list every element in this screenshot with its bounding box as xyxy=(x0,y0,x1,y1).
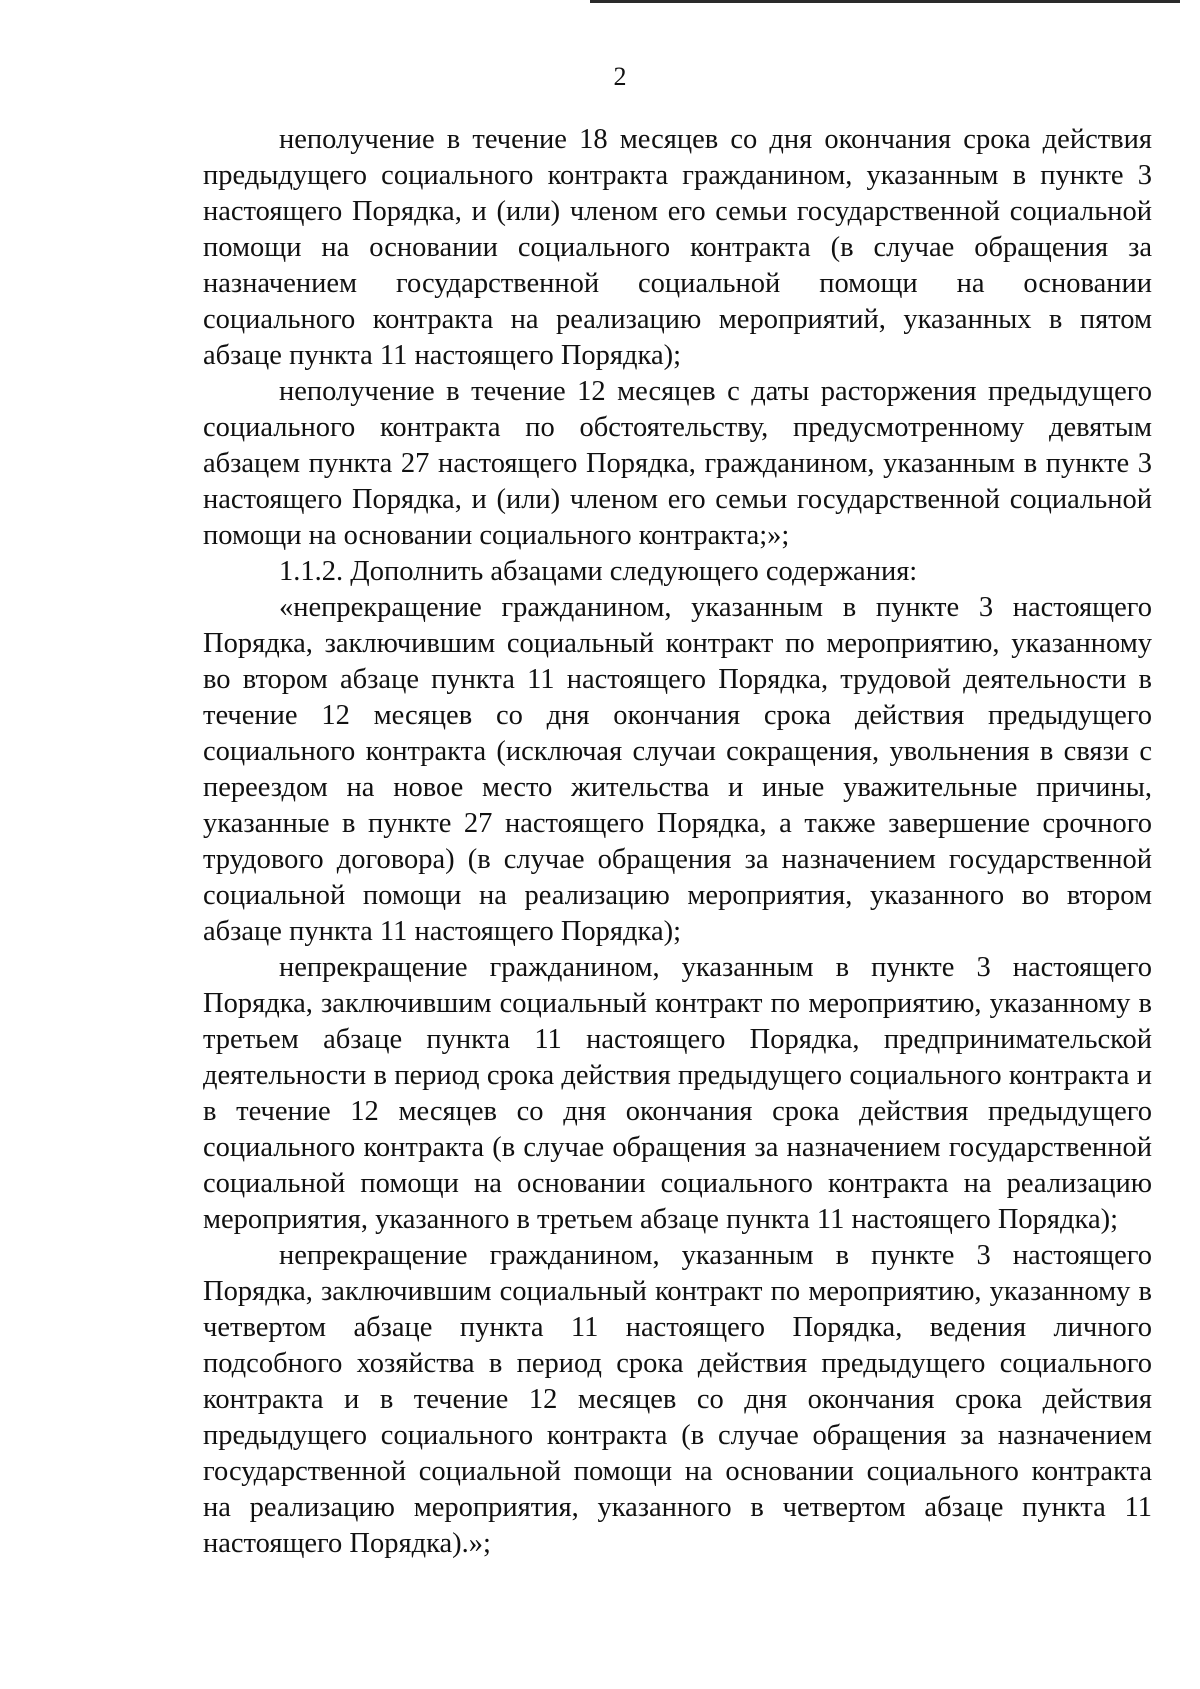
paragraph: «непрекращение гражданином, указанным в пункте 3 настоящего Порядка, заключившим социальный контракт по мероприятию, указанному во втором абзаце пункта 11 настоящего Порядка, трудовой деятельности в течение 12 месяцев со дня окончания срока действия предыдущего социального контракта (исключая случаи сокращения, увольнения в связи с переездом на новое место жительства и иные уважительные причины, указанные в пункте 27 настоящего Порядка, а также завершение срочного трудового договора) (в случае обращения за назначением государственной социальной помощи на реализацию мероприятия, указанного во втором абзаце пункта 11 настоящего Порядка); xyxy=(203,592,1152,947)
top-rule-line xyxy=(590,0,1180,3)
paragraph: непрекращение гражданином, указанным в пункте 3 настоящего Порядка, заключившим социальный контракт по мероприятию, указанному в четвертом абзаце пункта 11 настоящего Порядка, ведения личного подсобного хозяйства в период срока действия предыдущего социального контракта и в течение 12 месяцев со дня окончания срока действия предыдущего социального контракта (в случае обращения за назначением государственной социальной помощи на основании социального контракта на реализацию мероприятия, указанного в четвертом абзаце пункта 11 настоящего Порядка).»; xyxy=(203,1240,1152,1559)
page-number: 2 xyxy=(613,62,627,91)
paragraph: неполучение в течение 12 месяцев с даты расторжения предыдущего социального контракта по обстоятельству, предусмотренному девятым абзацем пункта 27 настоящего Порядка, гражданином, указанным в пункте 3 настоящего Порядка, и (или) членом его семьи государственной социальной помощи на основании социального контракта;»; xyxy=(203,376,1152,551)
paragraph: неполучение в течение 18 месяцев со дня окончания срока действия предыдущего социального контракта гражданином, указанным в пункте 3 настоящего Порядка, и (или) членом его семьи государственной социальной помощи на основании социального контракта (в случае обращения за назначением государственной социальной помощи на основании социального контракта на реализацию мероприятий, указанных в пятом абзаце пункта 11 настоящего Порядка); xyxy=(203,124,1152,371)
document-body xyxy=(203,122,1152,1562)
paragraph: 1.1.2. Дополнить абзацами следующего содержания: xyxy=(279,556,918,587)
paragraph: непрекращение гражданином, указанным в пункте 3 настоящего Порядка, заключившим социальный контракт по мероприятию, указанному в третьем абзаце пункта 11 настоящего Порядка, предпринимательской деятельности в период срока действия предыдущего социального контракта и в течение 12 месяцев со дня окончания срока действия предыдущего социального контракта (в случае обращения за назначением государственной социальной помощи на основании социального контракта на реализацию мероприятия, указанного в третьем абзаце пункта 11 настоящего Порядка); xyxy=(203,952,1152,1235)
